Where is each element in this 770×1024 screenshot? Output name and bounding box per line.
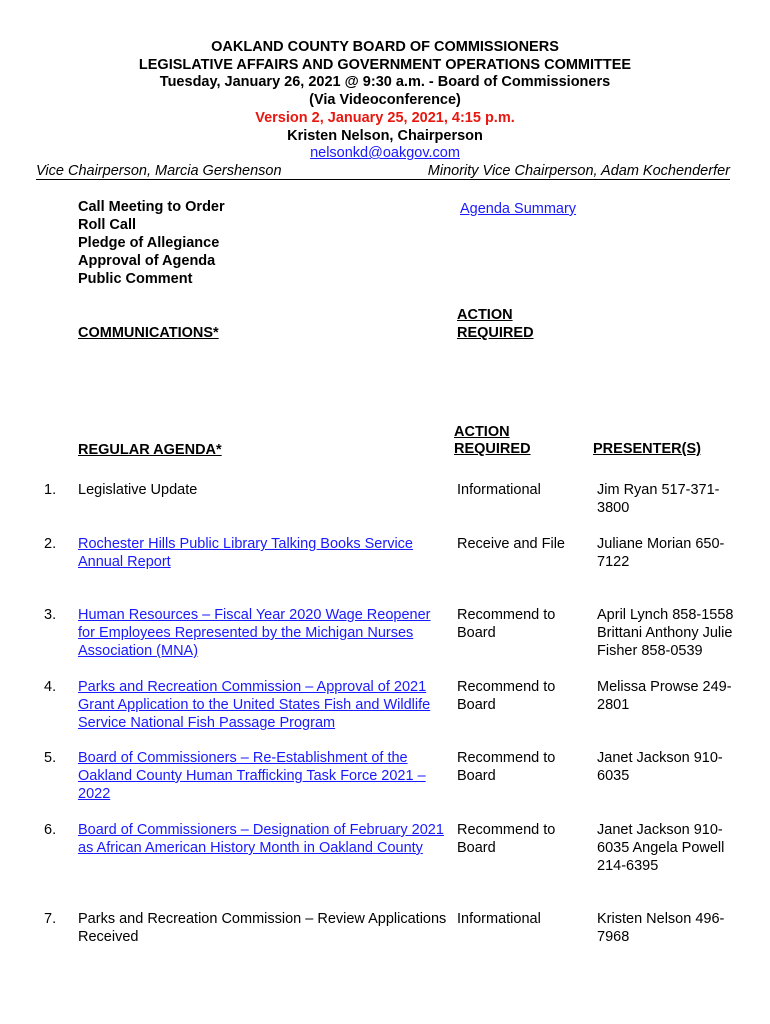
agenda-item-presenter: Kristen Nelson 496-7968 [597,911,725,945]
agenda-item-title-link[interactable]: Board of Commissioners – Designation of February 2021 as African American History Month in Oakland County [78,822,444,856]
agenda-item-title-link[interactable]: Parks and Recreation Commission – Approval of 2021 Grant Application to the United States Fish and Wildlife Service National Fish Passage Program [78,679,431,731]
agenda-item-presenter: Juliane Morian 650-7122 [597,536,725,570]
communications-action-heading-1: ACTION [457,307,513,323]
board-title: OAKLAND COUNTY BOARD OF COMMISSIONERS [211,39,559,55]
regular-action-heading-2: REQUIRED [454,441,531,457]
chairperson: Kristen Nelson, Chairperson [287,128,483,144]
agenda-item-presenter: April Lynch 858-1558 Brittani Anthony Julie Fisher 858-0539 [597,607,734,659]
opening-item: Call Meeting to Order [78,199,225,215]
agenda-item-action: Recommend to Board [457,679,556,713]
opening-item: Public Comment [78,271,193,287]
meeting-format: (Via Videoconference) [309,92,461,108]
header-divider [36,179,730,180]
chair-email-row [0,144,770,162]
communications-action-heading-2: REQUIRED [457,325,534,341]
agenda-item-number: 4. [44,679,57,695]
version-note: Version 2, January 25, 2021, 4:15 p.m. [255,110,515,126]
agenda-item-number: 2. [44,536,57,552]
agenda-item-action: Informational [457,482,541,498]
regular-action-heading-1: ACTION [454,424,510,440]
agenda-item-number: 5. [44,750,57,766]
agenda-item-title: Legislative Update [78,482,198,498]
chair-email-link[interactable]: nelsonkd@oakgov.com [310,145,460,161]
opening-items [78,198,225,288]
agenda-item-title-link[interactable]: Board of Commissioners – Re-Establishment of the Oakland County Human Trafficking Task Force 2021 – 2022 [78,750,426,802]
agenda-item-presenter: Jim Ryan 517-371-3800 [597,482,720,516]
agenda-item-presenter: Janet Jackson 910-6035 Angela Powell 214-6395 [597,822,725,874]
meeting-datetime: Tuesday, January 26, 2021 @ 9:30 a.m. - Board of Commissioners [159,74,611,90]
agenda-item-action: Recommend to Board [457,822,556,856]
agenda-item-action: Receive and File [457,536,565,552]
agenda-item-presenter: Melissa Prowse 249-2801 [597,679,732,713]
regular-agenda-heading: REGULAR AGENDA* [78,442,222,458]
agenda-item-action: Recommend to Board [457,750,556,784]
agenda-item-number: 6. [44,822,57,838]
minority-vice-chairperson: Minority Vice Chairperson, Adam Kochenderfer [427,163,730,179]
agenda-item-number: 7. [44,911,57,927]
agenda-item-number: 3. [44,607,57,623]
agenda-item-title-link[interactable]: Rochester Hills Public Library Talking Books Service Annual Report [78,536,413,570]
opening-item: Roll Call [78,217,137,233]
vice-chairperson: Vice Chairperson, Marcia Gershenson [36,163,282,179]
agenda-item-presenter: Janet Jackson 910-6035 [597,750,723,784]
agenda-item-number: 1. [44,482,57,498]
opening-item: Pledge of Allegiance [78,235,220,251]
agenda-item-title: Parks and Recreation Commission – Review Applications Received [78,911,447,945]
agenda-item-action: Informational [457,911,541,927]
agenda-summary-row [460,200,576,218]
agenda-summary-link[interactable]: Agenda Summary [460,201,577,217]
communications-heading: COMMUNICATIONS* [78,325,219,341]
opening-item: Approval of Agenda [78,253,216,269]
agenda-item-action: Recommend to Board [457,607,556,641]
presenters-heading: PRESENTER(S) [593,441,701,457]
agenda-item-title-link[interactable]: Human Resources – Fiscal Year 2020 Wage Reopener for Employees Represented by the Michigan Nurses Association (MNA) [78,607,431,659]
committee-title: LEGISLATIVE AFFAIRS AND GOVERNMENT OPERATIONS COMMITTEE [138,57,632,73]
